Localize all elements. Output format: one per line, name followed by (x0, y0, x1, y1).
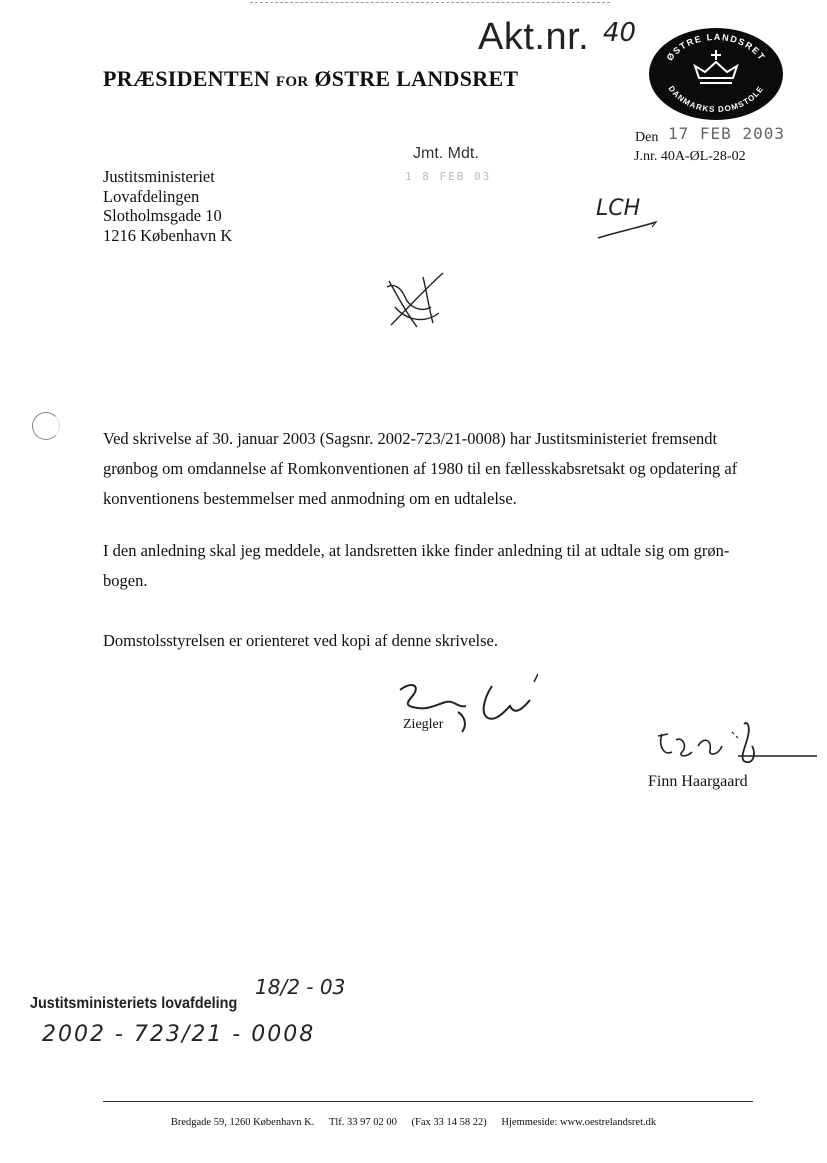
title-part2: ØSTRE LANDSRET (314, 66, 519, 91)
footer-phone: Tlf. 33 97 02 00 (328, 1117, 397, 1128)
footer-rule (103, 1101, 753, 1102)
title-for: FOR (275, 74, 309, 90)
handwritten-scribble-icon (383, 267, 455, 335)
signatory-name: Finn Haargaard (648, 773, 748, 790)
handwritten-initials: LCH (596, 196, 641, 221)
initials-underline-icon (592, 212, 662, 242)
court-seal-icon (647, 26, 785, 122)
journal-number: J.nr. 40A-ØL-28-02 (634, 149, 746, 164)
akt-nr-number: 40 (603, 18, 637, 48)
department-stamp: Justitsministeriets lovafdeling (30, 995, 238, 1012)
footer-address: Bredgade 59, 1260 København K. (170, 1117, 315, 1128)
top-border-rule (250, 2, 610, 3)
recipient-line-1: Justitsministeriet (103, 167, 215, 186)
body-paragraph-3: Domstolsstyrelsen er orienteret ved kopi af denne skrivelse. (103, 631, 498, 650)
recipient-line-2: Lovafdelingen (103, 186, 200, 206)
jmt-mdt-stamp: Jmt. Mdt. (413, 145, 479, 162)
body-paragraph-2: I den anledning skal jeg meddele, at landsretten ikke finder anledning til at udtale sig om grøn-bogen. (103, 541, 730, 590)
body-paragraph-1: Ved skrivelse af 30. januar 2003 (Sagsnr. 2002-723/21-0008) har Justitsministeriet fremsendt grønbog om omdannelse af Romkonventionen af 1980 til en fællesskabsretsakt og opdatering af konventionens bestemmelser med anmodning om en udtalelse. (103, 429, 738, 508)
date-stamp: 17 FEB 2003 (668, 124, 785, 143)
signature-name-text: Ziegler (403, 717, 444, 732)
seal-top-text: ØSTRE LANDSRET (664, 31, 768, 63)
seal-bottom-text: DANMARKS DOMSTOLE (666, 84, 766, 115)
punch-hole-mark (32, 412, 60, 440)
recipient-line-3: Slotholmsgade 10 (103, 206, 222, 225)
letterhead-title (103, 66, 518, 92)
handwritten-date: 18/2 - 03 (255, 975, 346, 999)
akt-nr-label: Akt.nr. (478, 16, 590, 58)
footer-website: Hjemmeside: www.oestrelandsret.dk (501, 1117, 657, 1128)
footer-fax: (Fax 33 14 58 22) (411, 1117, 487, 1128)
title-part1: PRÆSIDENTEN (103, 66, 271, 91)
date-label: Den (635, 130, 659, 145)
handwritten-case-number: 2002 - 723/21 - 0008 (42, 1022, 316, 1047)
finn-haargaard-signature-icon (652, 716, 817, 776)
recipient-line-4: 1216 København K (103, 225, 233, 245)
footer (0, 1117, 827, 1128)
recipient-address (103, 167, 232, 245)
faint-receipt-stamp: 1 8 FEB 03 (405, 170, 492, 183)
